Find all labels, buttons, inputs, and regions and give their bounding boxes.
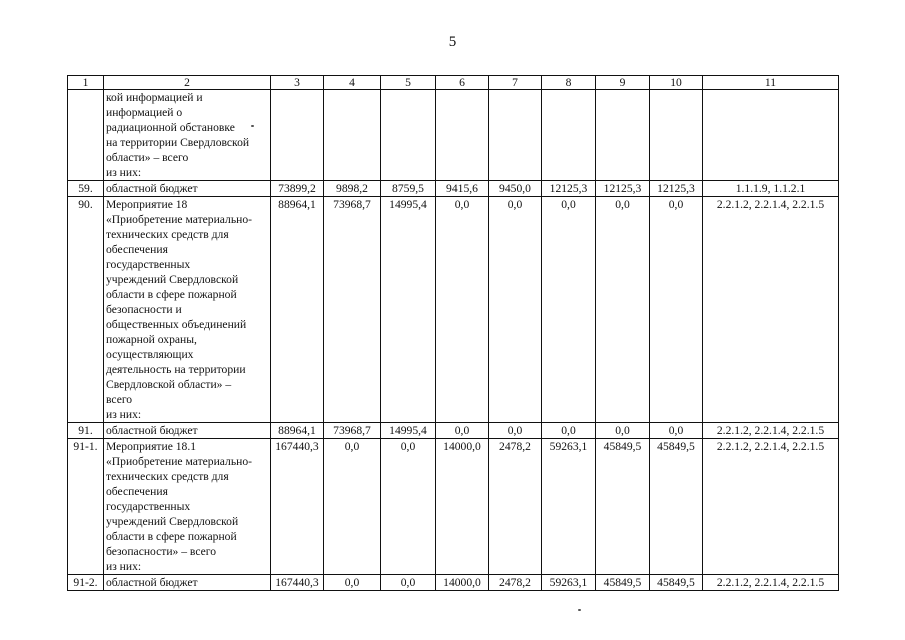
row-number-cell: 91-2. — [68, 575, 104, 591]
value-cell: 2478,2 — [489, 439, 542, 575]
value-cell — [436, 90, 489, 181]
value-cell: 12125,3 — [596, 181, 650, 197]
item-name-line: из них: — [106, 560, 142, 573]
value-cell: 14995,4 — [381, 197, 436, 423]
value-cell: 59263,1 — [542, 575, 596, 591]
item-name-line: государственных — [106, 258, 191, 271]
item-name-line: области в сфере пожарной — [106, 288, 237, 301]
value-cell: 0,0 — [381, 439, 436, 575]
value-cell: 2478,2 — [489, 575, 542, 591]
table-row — [68, 90, 839, 181]
item-name-line: технических средств для — [106, 470, 229, 483]
value-cell: 0,0 — [650, 197, 703, 423]
value-cell: 73968,7 — [324, 423, 381, 439]
header-cell: 5 — [381, 76, 436, 90]
value-cell: 9450,0 — [489, 181, 542, 197]
value-cell: 0,0 — [489, 197, 542, 423]
row-number-cell: 91. — [68, 423, 104, 439]
target-indicator-cell: 1.1.1.9, 1.1.2.1 — [703, 181, 839, 197]
value-cell: 0,0 — [489, 423, 542, 439]
item-name-line: области» – всего — [106, 151, 189, 164]
value-cell: 0,0 — [436, 423, 489, 439]
header-cell: 2 — [104, 76, 271, 90]
row-number-cell: 91-1. — [68, 439, 104, 575]
table-row — [68, 575, 839, 591]
value-cell: 167440,3 — [271, 439, 324, 575]
item-name-line: Мероприятие 18 — [106, 198, 188, 211]
value-cell: 0,0 — [596, 197, 650, 423]
item-name-line: «Приобретение материально- — [106, 213, 252, 226]
value-cell: 45849,5 — [650, 575, 703, 591]
item-name-line: пожарной охраны, — [106, 333, 197, 346]
item-name-line: информацией о — [106, 106, 183, 119]
row-number-cell — [68, 90, 104, 181]
value-cell: 88964,1 — [271, 197, 324, 423]
target-indicator-cell — [703, 90, 839, 181]
item-name-line: обеспечения — [106, 485, 168, 498]
value-cell: 45849,5 — [596, 575, 650, 591]
row-number-cell: 59. — [68, 181, 104, 197]
item-name-line: общественных объединений — [106, 318, 247, 331]
target-indicator-cell: 2.2.1.2, 2.2.1.4, 2.2.1.5 — [703, 423, 839, 439]
table-row — [68, 197, 839, 423]
item-name-line: деятельность на территории — [106, 363, 246, 376]
scan-speck — [578, 609, 581, 611]
header-cell: 11 — [703, 76, 839, 90]
value-cell — [489, 90, 542, 181]
item-name-line: кой информацией и — [106, 91, 203, 104]
item-name-line: из них: — [106, 408, 142, 421]
header-cell: 4 — [324, 76, 381, 90]
header-cell: 9 — [596, 76, 650, 90]
value-cell: 0,0 — [650, 423, 703, 439]
item-name-cell — [104, 197, 271, 423]
item-name-cell — [104, 575, 271, 591]
value-cell: 59263,1 — [542, 439, 596, 575]
value-cell: 0,0 — [436, 197, 489, 423]
item-name-line: осуществляющих — [106, 348, 194, 361]
item-name-line: из них: — [106, 166, 142, 179]
value-cell: 0,0 — [596, 423, 650, 439]
value-cell: 12125,3 — [650, 181, 703, 197]
value-cell: 73968,7 — [324, 197, 381, 423]
header-cell: 7 — [489, 76, 542, 90]
item-name-line: технических средств для — [106, 228, 229, 241]
header-cell: 1 — [68, 76, 104, 90]
item-name-line: безопасности и — [106, 303, 182, 316]
value-cell: 0,0 — [542, 197, 596, 423]
value-cell: 14000,0 — [436, 575, 489, 591]
value-cell: 88964,1 — [271, 423, 324, 439]
table-row — [68, 423, 839, 439]
value-cell: 14000,0 — [436, 439, 489, 575]
item-name-line: Свердловской области» – — [106, 378, 232, 391]
item-name-line: области в сфере пожарной — [106, 530, 237, 543]
item-name-line: учреждений Свердловской — [106, 273, 239, 286]
row-number-cell: 90. — [68, 197, 104, 423]
value-cell: 0,0 — [324, 439, 381, 575]
value-cell: 14995,4 — [381, 423, 436, 439]
item-name-line: «Приобретение материально- — [106, 455, 252, 468]
value-cell: 73899,2 — [271, 181, 324, 197]
item-name-line: областной бюджет — [106, 424, 198, 437]
item-name-line: обеспечения — [106, 243, 168, 256]
value-cell — [542, 90, 596, 181]
value-cell — [596, 90, 650, 181]
item-name-cell — [104, 439, 271, 575]
item-name-line: безопасности» – всего — [106, 545, 217, 558]
item-name-line: всего — [106, 393, 133, 406]
value-cell — [324, 90, 381, 181]
target-indicator-cell: 2.2.1.2, 2.2.1.4, 2.2.1.5 — [703, 439, 839, 575]
header-cell: 6 — [436, 76, 489, 90]
value-cell: 9415,6 — [436, 181, 489, 197]
value-cell: 45849,5 — [650, 439, 703, 575]
value-cell: 12125,3 — [542, 181, 596, 197]
item-name-line: Мероприятие 18.1 — [106, 440, 197, 453]
budget-table — [67, 75, 839, 591]
header-cell: 3 — [271, 76, 324, 90]
header-cell: 10 — [650, 76, 703, 90]
page-number: 5 — [448, 34, 457, 50]
value-cell: 8759,5 — [381, 181, 436, 197]
item-name-line: радиационной обстановке — [106, 121, 235, 134]
value-cell: 0,0 — [324, 575, 381, 591]
scan-speck — [251, 125, 254, 127]
item-name-line: государственных — [106, 500, 191, 513]
item-name-cell — [104, 423, 271, 439]
table-row — [68, 439, 839, 575]
value-cell: 0,0 — [542, 423, 596, 439]
item-name-line: областной бюджет — [106, 182, 198, 195]
item-name-cell — [104, 90, 271, 181]
item-name-line: учреждений Свердловской — [106, 515, 239, 528]
table-header-row — [68, 76, 839, 90]
target-indicator-cell: 2.2.1.2, 2.2.1.4, 2.2.1.5 — [703, 197, 839, 423]
header-cell: 8 — [542, 76, 596, 90]
value-cell — [650, 90, 703, 181]
item-name-line: областной бюджет — [106, 576, 198, 589]
value-cell — [381, 90, 436, 181]
item-name-cell — [104, 181, 271, 197]
value-cell — [271, 90, 324, 181]
value-cell: 9898,2 — [324, 181, 381, 197]
target-indicator-cell: 2.2.1.2, 2.2.1.4, 2.2.1.5 — [703, 575, 839, 591]
value-cell: 167440,3 — [271, 575, 324, 591]
value-cell: 0,0 — [381, 575, 436, 591]
item-name-line: на территории Свердловской — [106, 136, 250, 149]
value-cell: 45849,5 — [596, 439, 650, 575]
table-row — [68, 181, 839, 197]
